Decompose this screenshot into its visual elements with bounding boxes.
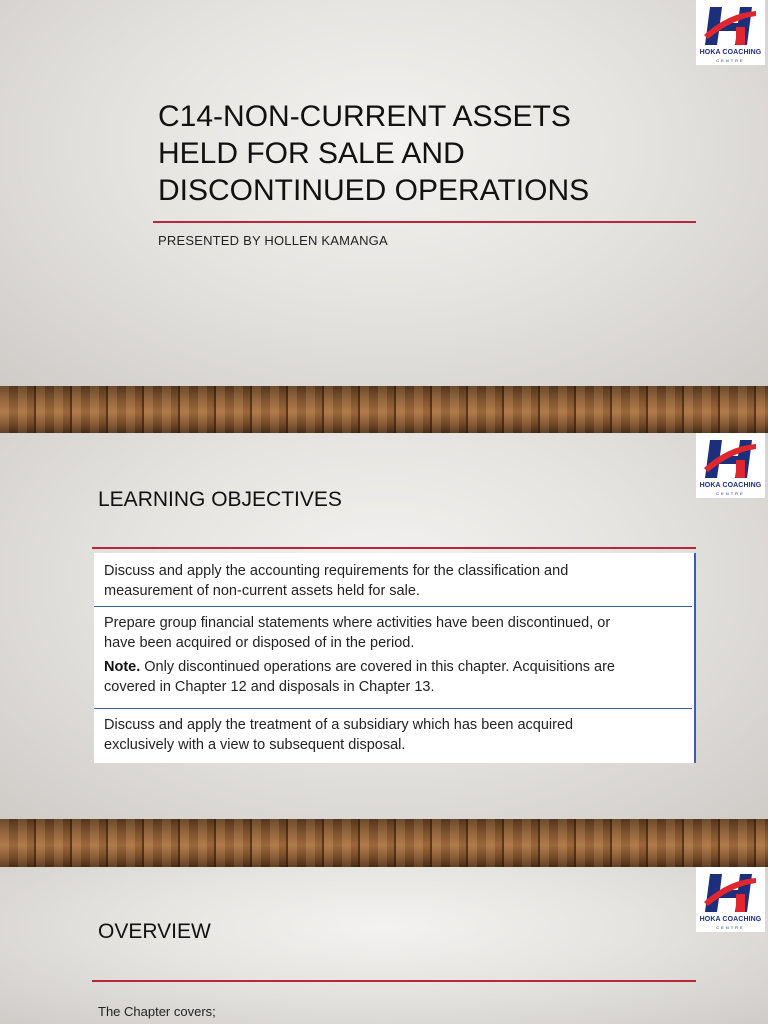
- logo-name: HOKA COACHING: [699, 482, 762, 489]
- title-slide: [0, 0, 768, 386]
- logo-name: HOKA COACHING: [699, 49, 762, 56]
- note-text: covered in Chapter 12 and disposals in Chapter 13.: [104, 679, 435, 695]
- title-divider: [153, 221, 696, 223]
- objective-line: Discuss and apply the accounting requirements for the classification and: [104, 563, 569, 579]
- hoka-logo-icon: [704, 436, 757, 482]
- objective-line: have been acquired or disposed of in the period.: [104, 635, 415, 651]
- overview-slide: [0, 867, 768, 1024]
- heading-divider: [92, 980, 696, 982]
- objective-line: exclusively with a view to subsequent disposal.: [104, 737, 406, 753]
- wood-floor-strip: [0, 819, 768, 867]
- hoka-logo-icon: [704, 3, 757, 49]
- hoka-coaching-logo: [696, 0, 765, 65]
- heading-divider: [92, 547, 696, 549]
- objective-line: measurement of non-current assets held for sale.: [104, 583, 420, 599]
- logo-subtext: CENTRE: [716, 925, 745, 930]
- objective-line: Prepare group financial statements where activities have been discontinued, or: [104, 615, 611, 631]
- objectives-table: [94, 553, 696, 763]
- learning-objectives-heading: LEARNING OBJECTIVES: [98, 488, 342, 511]
- objective-item: [94, 609, 692, 709]
- overview-intro: The Chapter covers;: [98, 1004, 216, 1019]
- hoka-coaching-logo: [696, 433, 765, 498]
- hoka-coaching-logo: [696, 867, 765, 932]
- presenter-subtitle: PRESENTED BY HOLLEN KAMANGA: [158, 233, 388, 248]
- wood-floor-strip: [0, 386, 768, 433]
- learning-objectives-slide: [0, 433, 768, 819]
- logo-subtext: CENTRE: [716, 58, 745, 63]
- title-line: HELD FOR SALE AND: [158, 137, 465, 170]
- overview-heading: OVERVIEW: [98, 920, 211, 943]
- objective-line: Discuss and apply the treatment of a subsidiary which has been acquired: [104, 717, 574, 733]
- objective-note: [104, 657, 682, 677]
- logo-subtext: CENTRE: [716, 491, 745, 496]
- title-line: C14-NON-CURRENT ASSETS: [158, 100, 571, 133]
- logo-name: HOKA COACHING: [699, 916, 762, 923]
- note-label: Note.: [104, 659, 141, 675]
- objective-item: [94, 557, 692, 607]
- presentation-title: [158, 98, 589, 209]
- objective-item: [94, 711, 692, 763]
- title-line: DISCONTINUED OPERATIONS: [158, 174, 590, 207]
- hoka-logo-icon: [704, 870, 757, 916]
- note-text: Only discontinued operations are covered in this chapter. Acquisitions are: [144, 659, 616, 675]
